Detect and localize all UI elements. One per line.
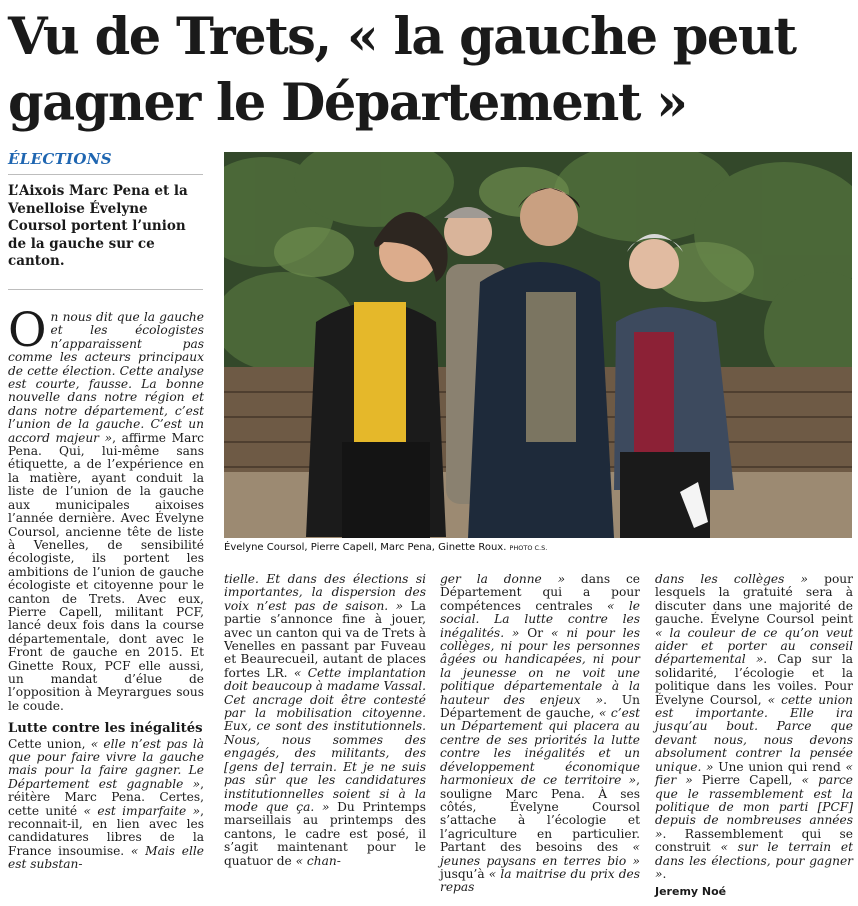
article-photo [224,152,852,538]
paragraph-text: dans ce Département qui a pour compétences centrales [440,572,640,613]
photo-caption [224,542,852,553]
quote-text: « elle n’est pas là que pour faire vivre la gauche mais pour la faire gagner. Le Département est gagnable » [8,736,204,791]
kicker-divider [8,174,203,175]
quote-text: « fier » [655,759,853,788]
quote-text: « la couleur de ce qu’on veut aider et porter au conseil départemental » [655,625,853,667]
standfirst: L’Aixois Marc Pena et la Venelloise Évelyne Coursol portent l’union de la gauche sur ce canton. [8,183,188,269]
quote-text: ger la donne » [440,572,566,586]
quote-text: « chan- [295,853,341,868]
quote-text: « parce que le rassemblement est la politique de mon parti [PCF] depuis de nombreuses années » [655,773,854,841]
paragraph-text: . [662,866,667,881]
paragraph-text: Du Printemps marseillais au printemps des cantons, le cadre est posé, il s’agit maintenant pour le quatuor de [224,799,426,868]
quote-text: « cette union est importante. Elle ira jusqu’au bout. Parce que devant nous, nous devons absolument contrer la pensée unique. » [655,692,853,774]
quote-text: dans les collèges » [655,572,808,586]
paragraph-text: . Un Département de gauche, [440,692,640,721]
paragraph-text: Cette union, [8,736,91,751]
standfirst-divider [8,289,203,290]
headline: Vu de Trets, « la gauche peut gagner le Département » [8,7,796,133]
paragraph-text: Or [519,625,551,640]
quote-text: « ni pour les collèges, ni pour les personnes âgées ou handicapées, ni pour la jeunesse on ne voit une politique départementale à la hauteur des enjeux » [440,625,640,707]
quote-text: « Mais elle est substan- [8,843,204,872]
article-column-3 [440,573,640,895]
paragraph-text: , souligne Marc Pena. À ses côtés, Évelyne Coursol s’attache à l’écologie et l’agriculture en particulier. Partant des besoins des [440,773,640,855]
paragraph-text: , réitère Marc Pena. Certes, cette unité [8,776,204,818]
quote-text: « la maitrise du prix des repas [440,866,640,895]
article-column-2 [224,573,426,868]
paragraph-text: , affirme Marc Pena. Qui, lui-même sans étiquette, a de l’expérience en la matière, ayant conduit la liste de l’union de la gauche aux municipales aixoises l’année dernière. Avec Évelyne Coursol, ancienne tête de liste à Venelles, de sensibilité écologiste, ils portent les ambitions de l’union de gauche écologiste et citoyenne pour le canton de Trets. Avec eux, Pierre Capell, militant PCF, lancé deux fois dans la course départementale, dont avec le Front de gauche en 2015. Et Ginette Roux, PCF elle aussi, un mandat d’élue de l’opposition à Meyrargues sous le coude. [8,430,205,713]
caption-text: Évelyne Coursol, Pierre Capell, Marc Pena, Ginette Roux. [224,542,507,553]
paragraph-text: La partie s’annonce fine à jouer, avec un canton qui va de Trets à Venelles en passant par Fuveau et Beaurecueil, autant de places fortes LR. [224,598,427,680]
quote-text: « c’est un Département qui placera au centre de ses priorités la lutte contre les inégalités et un développement économique harmonieux de ce territoire » [440,706,640,788]
paragraph-text: Une union qui rend [713,759,846,774]
paragraph-text: Pierre Capell, [692,773,802,788]
paragraph-text: , reconnait-il, en lien avec les candidatures libres de la France insoumise. [8,803,204,858]
byline: Jeremy Noé [655,885,727,899]
quote-text: « Cette implantation doit beaucoup à madame Vassal. Cet ancrage doit être contesté par la mobilisation citoyenne. Eux, ce sont des institutionnels. Nous, nous sommes des engagés, des militants, des [gens de] terrain. Et je ne suis pas sûr que les candidatures institutionnelles soient si à la mode que ça. » [224,665,427,814]
quote-text: « le social. La lutte contre les inégalités. » [440,598,640,640]
quote-text: « sur le terrain et dans les élections, pour gagner » [655,840,853,881]
photo-credit: PHOTO C.S. [509,544,548,552]
quote-text: « jeunes paysans en terres bio » [440,840,640,868]
group-photo-illustration [224,152,852,538]
paragraph-text: . Rassemblement qui se construit [655,826,853,855]
paragraph-text: . Cap sur la solidarité, l’écologie et la politique dans les voiles. Pour Évelyne Coursol, [655,652,854,707]
section-subhead: Lutte contre les inégalités [8,721,203,737]
paragraph-text: pour lesquels la gratuité sera à discuter dans une majorité de gauche. Évelyne Coursol peint [655,572,853,627]
opening-quote: n nous dit que la gauche et les écologistes n’apparaissent pas comme les acteurs principaux de cette élection. Cette analyse est courte, fausse. La bonne nouvelle dans notre région et dans notre département, c’est l’union de la gauche. C’est un accord majeur » [8,310,204,445]
drop-cap: O [8,303,47,358]
paragraph-text: jusqu’à [440,866,489,881]
quote-text: tielle. Et dans des élections si importantes, la dispersion des voix n’est pas de saison. » [224,572,426,613]
article-column-4 [655,573,853,899]
quote-text: « est imparfaite » [83,803,201,818]
article-column-1 [8,303,205,872]
section-kicker: ÉLECTIONS [8,150,112,168]
